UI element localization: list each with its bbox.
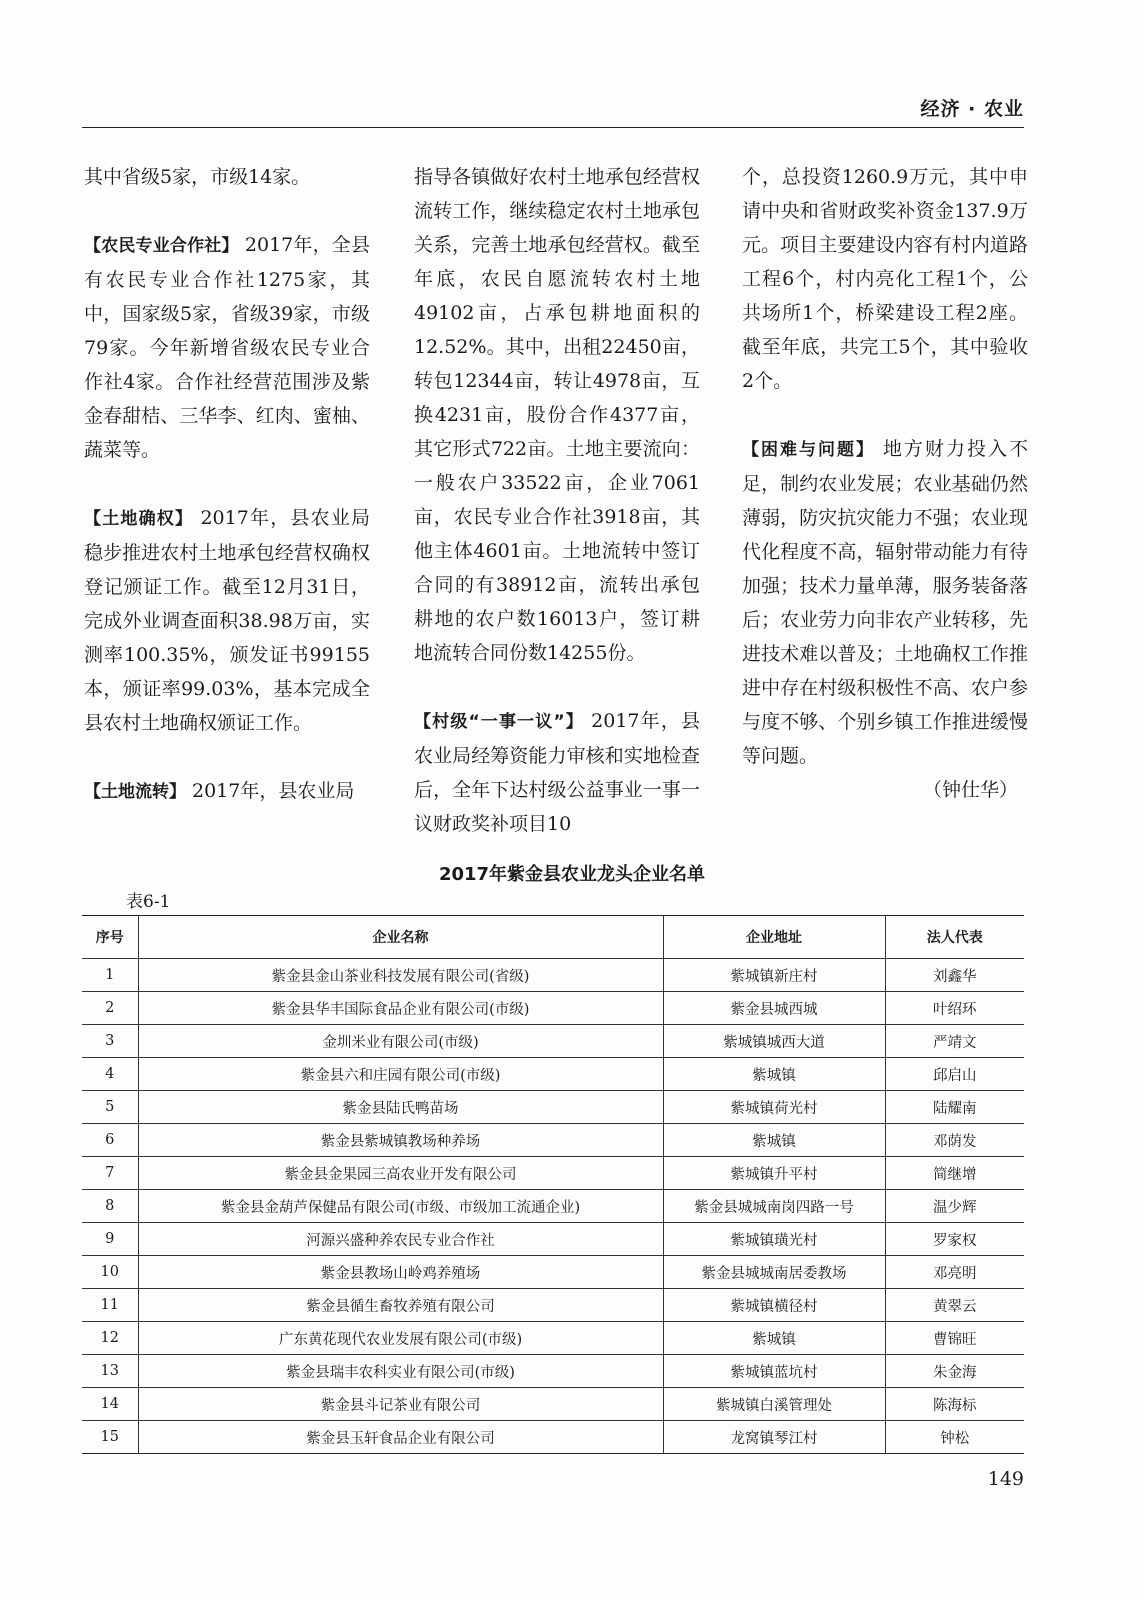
cell-legal-rep: 邓荫发 [885, 1124, 1024, 1157]
table-row [82, 1289, 1024, 1322]
text-column-1 [84, 160, 370, 809]
header-serial: 序号 [82, 916, 138, 959]
header-rule [82, 127, 1024, 128]
table-label: 表6-1 [126, 892, 171, 912]
header-legal-rep: 法人代表 [885, 916, 1024, 959]
cell-company-name: 紫金县循生畜牧养殖有限公司 [138, 1289, 663, 1322]
cell-company-name: 紫金县陆氏鸭苗场 [138, 1091, 663, 1124]
table-row [82, 1190, 1024, 1223]
cell-company-address: 紫城镇城西大道 [663, 1025, 885, 1058]
cell-legal-rep: 朱金海 [885, 1355, 1024, 1388]
table-row [82, 1091, 1024, 1124]
cell-company-address: 紫城镇 [663, 1124, 885, 1157]
cell-company-name: 紫金县金葫芦保健品有限公司(市级、市级加工流通企业) [138, 1190, 663, 1223]
cell-company-name: 紫金县紫城镇教场种养场 [138, 1124, 663, 1157]
cell-company-address: 紫金县城西城 [663, 992, 885, 1025]
paragraph-text: 其中省级5家，市级14家。 [84, 166, 311, 188]
table-row [82, 1223, 1024, 1256]
cell-legal-rep: 严靖文 [885, 1025, 1024, 1058]
cell-legal-rep: 钟松 [885, 1421, 1024, 1454]
paragraph [414, 160, 700, 670]
cell-serial: 6 [82, 1124, 138, 1157]
table-row [82, 1256, 1024, 1289]
table-row [82, 1322, 1024, 1355]
cell-company-address: 紫城镇白溪管理处 [663, 1388, 885, 1421]
cell-serial: 1 [82, 959, 138, 992]
cell-company-address: 紫金县城城南岗四路一号 [663, 1190, 885, 1223]
section-title: 【村级“一事一议”】 [414, 712, 584, 732]
cell-serial: 3 [82, 1025, 138, 1058]
cell-legal-rep: 叶绍环 [885, 992, 1024, 1025]
table-row [82, 959, 1024, 992]
cell-legal-rep: 刘鑫华 [885, 959, 1024, 992]
paragraph-text: 2017年，县农业局 [186, 780, 355, 802]
cell-serial: 4 [82, 1058, 138, 1091]
cell-serial: 11 [82, 1289, 138, 1322]
cell-company-name: 紫金县教场山岭鸡养殖场 [138, 1256, 663, 1289]
text-column-3 [742, 160, 1028, 807]
paragraph-text: 2017年，全县有农民专业合作社1275家，其中，国家级5家，省级39家，市级79家。今年新增省级农民专业合作社4家。合作社经营范围涉及紫金春甜桔、三华李、红肉、蜜柚、蔬菜等。 [84, 234, 370, 461]
paragraph [84, 228, 370, 467]
table-row [82, 1025, 1024, 1058]
section-title: 【土地确权】 [84, 509, 194, 529]
cell-serial: 5 [82, 1091, 138, 1124]
paragraph-text: 指导各镇做好农村土地承包经营权流转工作，继续稳定农村土地承包关系，完善土地承包经营权。截至年底，农民自愿流转农村土地49102亩，占承包耕地面积的12.52%。其中，出租22450亩，转包12344亩，转让4978亩，互换4231亩，股份合作4377亩，其它形式722亩。土地主要流向：一般农户33522亩，企业7061亩，农民专业合作社3918亩，其他主体4601亩。土地流转中签订合同的有38912亩，流转出承包耕地的农户数16013户，签订耕地流转合同份数14255份。 [414, 166, 700, 664]
cell-serial: 12 [82, 1322, 138, 1355]
cell-serial: 13 [82, 1355, 138, 1388]
cell-legal-rep: 陆耀南 [885, 1091, 1024, 1124]
paragraph-text: 地方财力投入不足，制约农业发展；农业基础仍然薄弱，防灾抗灾能力不强；农业现代化程度不高，辐射带动能力有待加强；技术力量单薄，服务装备落后；农业劳力向非农产业转移，先进技术难以普及；土地确权工作推进中存在村级积极性不高、农户参与度不够、个别乡镇工作推进缓慢等问题。 [742, 438, 1029, 767]
cell-legal-rep: 曹锦旺 [885, 1322, 1024, 1355]
paragraph [84, 774, 370, 809]
table-row [82, 1355, 1024, 1388]
cell-company-name: 广东黄花现代农业发展有限公司(市级) [138, 1322, 663, 1355]
cell-company-address: 紫城镇升平村 [663, 1157, 885, 1190]
cell-company-address: 紫城镇蓝坑村 [663, 1355, 885, 1388]
cell-company-name: 紫金县玉轩食品企业有限公司 [138, 1421, 663, 1454]
cell-legal-rep: 陈海标 [885, 1388, 1024, 1421]
cell-company-address: 紫金县城城南居委教场 [663, 1256, 885, 1289]
cell-legal-rep: 黄翠云 [885, 1289, 1024, 1322]
enterprise-table [82, 915, 1024, 1454]
cell-company-address: 紫城镇璜光村 [663, 1223, 885, 1256]
table-row [82, 1157, 1024, 1190]
cell-company-name: 紫金县金果园三高农业开发有限公司 [138, 1157, 663, 1190]
cell-company-name: 紫金县华丰国际食品企业有限公司(市级) [138, 992, 663, 1025]
cell-legal-rep: 温少辉 [885, 1190, 1024, 1223]
table-row [82, 1124, 1024, 1157]
header-company-address: 企业地址 [663, 916, 885, 959]
section-title: 【土地流转】 [84, 782, 186, 802]
table-header-row [82, 916, 1024, 959]
cell-company-address: 紫城镇横径村 [663, 1289, 885, 1322]
cell-serial: 2 [82, 992, 138, 1025]
cell-serial: 15 [82, 1421, 138, 1454]
cell-company-address: 紫城镇新庄村 [663, 959, 885, 992]
header-company-name: 企业名称 [138, 916, 663, 959]
section-title: 【农民专业合作社】 [84, 236, 239, 256]
cell-legal-rep: 罗家权 [885, 1223, 1024, 1256]
paragraph [84, 160, 370, 194]
paragraph [742, 160, 1028, 398]
cell-company-name: 紫金县六和庄园有限公司(市级) [138, 1058, 663, 1091]
text-column-2 [414, 160, 700, 841]
cell-company-address: 紫城镇 [663, 1058, 885, 1091]
cell-legal-rep: 邱启山 [885, 1058, 1024, 1091]
cell-company-name: 紫金县瑞丰农科实业有限公司(市级) [138, 1355, 663, 1388]
paragraph [84, 501, 370, 740]
paragraph [742, 432, 1028, 773]
cell-serial: 9 [82, 1223, 138, 1256]
table-row [82, 1388, 1024, 1421]
running-header: 经济 · 农业 [920, 98, 1024, 120]
cell-serial: 10 [82, 1256, 138, 1289]
table-row [82, 992, 1024, 1025]
cell-company-address: 紫城镇荷光村 [663, 1091, 885, 1124]
cell-legal-rep: 简继增 [885, 1157, 1024, 1190]
paragraph-text: 2017年，县农业局稳步推进农村土地承包经营权确权登记颁证工作。截至12月31日，完成外业调查面积38.98万亩，实测率100.35%，颁发证书99155本，颁证率99.03%，基本完成全县农村土地确权颁证工作。 [84, 507, 370, 734]
cell-company-name: 金圳米业有限公司(市级) [138, 1025, 663, 1058]
table-row [82, 1058, 1024, 1091]
cell-serial: 7 [82, 1157, 138, 1190]
section-title: 【困难与问题】 [742, 440, 875, 460]
paragraph [414, 704, 700, 841]
table-row [82, 1421, 1024, 1454]
cell-legal-rep: 邓亮明 [885, 1256, 1024, 1289]
cell-serial: 8 [82, 1190, 138, 1223]
paragraph-text: 个，总投资1260.9万元，其中申请中央和省财政奖补资金137.9万元。项目主要建设内容有村内道路工程6个，村内亮化工程1个，公共场所1个，桥梁建设工程2座。截至年底，共完工5个，其中验收2个。 [742, 166, 1028, 392]
cell-company-address: 紫城镇 [663, 1322, 885, 1355]
cell-company-address: 龙窝镇琴江村 [663, 1421, 885, 1454]
cell-company-name: 紫金县金山茶业科技发展有限公司(省级) [138, 959, 663, 992]
table-body [82, 959, 1024, 1454]
cell-company-name: 紫金县斗记茶业有限公司 [138, 1388, 663, 1421]
cell-serial: 14 [82, 1388, 138, 1421]
paragraph-text: 2017年，县农业局经筹资能力审核和实地检查后，全年下达村级公益事业一事一议财政奖补项目10 [414, 710, 700, 835]
table-title: 2017年紫金县农业龙头企业名单 [438, 864, 706, 885]
cell-company-name: 河源兴盛种养农民专业合作社 [138, 1223, 663, 1256]
page-number: 149 [987, 1468, 1024, 1490]
author-credit: （钟仕华） [922, 779, 1018, 801]
